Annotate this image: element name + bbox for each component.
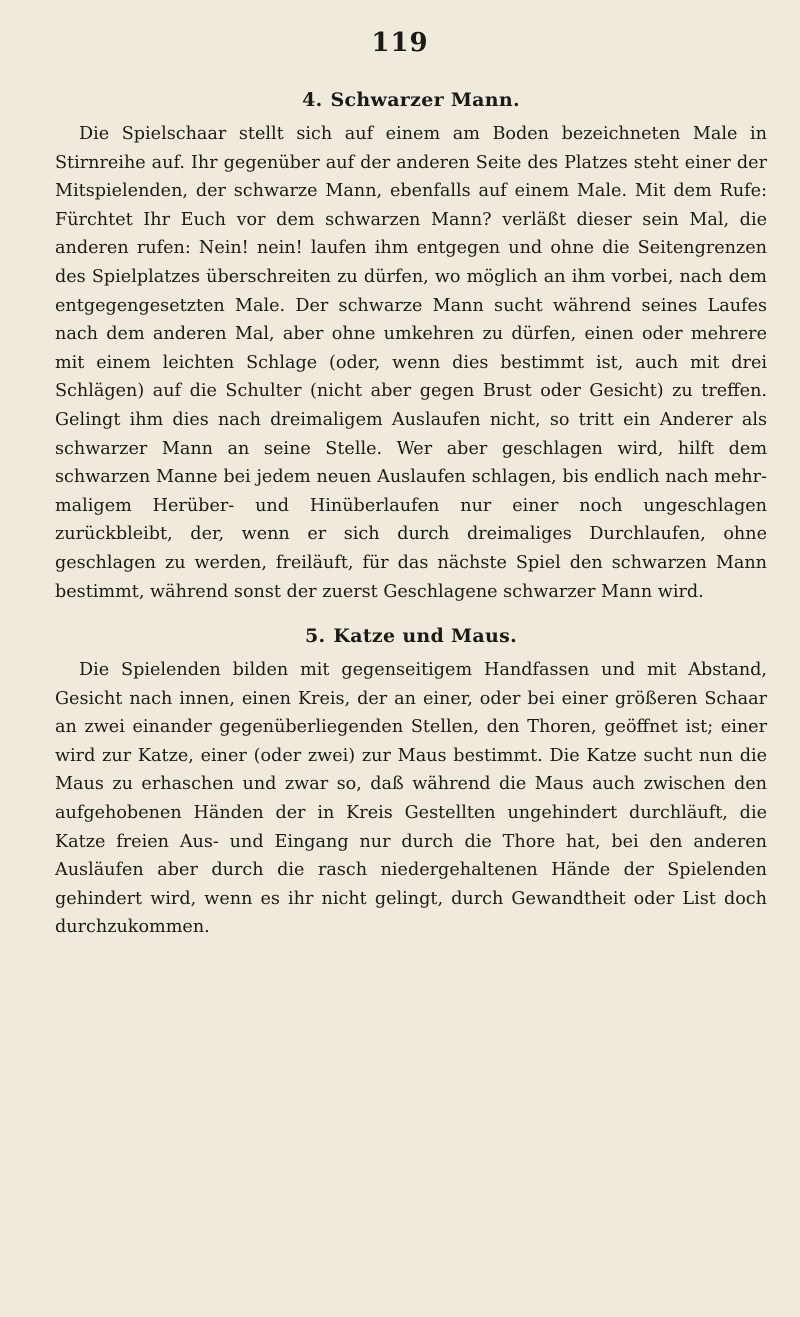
section-number: 5. <box>304 625 326 648</box>
section-heading-katze-und-maus <box>55 622 767 650</box>
section-number: 4. <box>302 89 323 111</box>
section-title: Katze und Maus. <box>333 625 518 648</box>
section-paragraph-schwarzer-mann: Die Spielschaar stellt sich auf einem am Boden bezeichneten Male in Stirnreihe auf. Ihr gegenüber auf der anderen Seite des Platzes steht einer der Mitspielenden, der schwarze Mann, ebenfalls auf einem Male. Mit dem Rufe: Fürchtet Ihr Euch vor dem schwarzen Mann? verläßt dieser sein Mal, die anderen rufen: Nein! nein! laufen ihm entgegen und ohne die Seitengrenzen des Spielplatzes überschreiten zu dürfen, wo möglich an ihm vorbei, nach dem entgegengesetzten Male. Der schwarze Mann sucht während seines Laufes nach dem anderen Mal, aber ohne umkehren zu dürfen, einen oder mehrere mit einem leichten Schlage (oder, wenn dies bestimmt ist, auch mit drei Schlägen) auf die Schulter (nicht aber gegen Brust oder Gesicht) zu treffen. Gelingt ihm dies nach dreimaligem Auslaufen nicht, so tritt ein Anderer als schwarzer Mann an seine Stelle. Wer aber geschlagen wird, hilft dem schwarzen Manne bei jedem neuen Auslaufen schlagen, bis endlich nach mehrmaligem Herüber- und Hinüberlaufen nur einer noch ungeschlagen zurückbleibt, der, wenn er sich durch dreimaliges Durchlaufen, ohne geschlagen zu werden, freiläuft, für das nächste Spiel den schwarzen Mann bestimmt, während sonst der zuerst Geschlagene schwarzer Mann wird. <box>55 124 767 602</box>
section-paragraph-katze-und-maus: Die Spielenden bilden mit gegenseitigem Handfassen und mit Abstand, Gesicht nach innen, einen Kreis, der an einer, oder bei einer größeren Schaar an zwei einander gegenüberliegenden Stellen, den Thoren, geöffnet ist; einer wird zur Katze, einer (oder zwei) zur Maus bestimmt. Die Katze sucht nun die Maus zu erhaschen und zwar so, daß während die Maus auch zwischen den aufgehobenen Händen der in Kreis Gestellten ungehindert durchläuft, die Katze freien Aus- und Eingang nur durch die Thore hat, bei den anderen Ausläufen aber durch die rasch niedergehaltenen Hände der Spielenden gehindert wird, wenn es ihr nicht gelingt, durch Gewandtheit oder List doch durchzukommen. <box>55 660 767 938</box>
section-heading-schwarzer-mann <box>55 86 767 114</box>
page-body <box>55 86 767 942</box>
section-gap <box>55 606 767 622</box>
section-title: Schwarzer Mann. <box>330 89 520 111</box>
page-number: 119 <box>371 28 429 58</box>
